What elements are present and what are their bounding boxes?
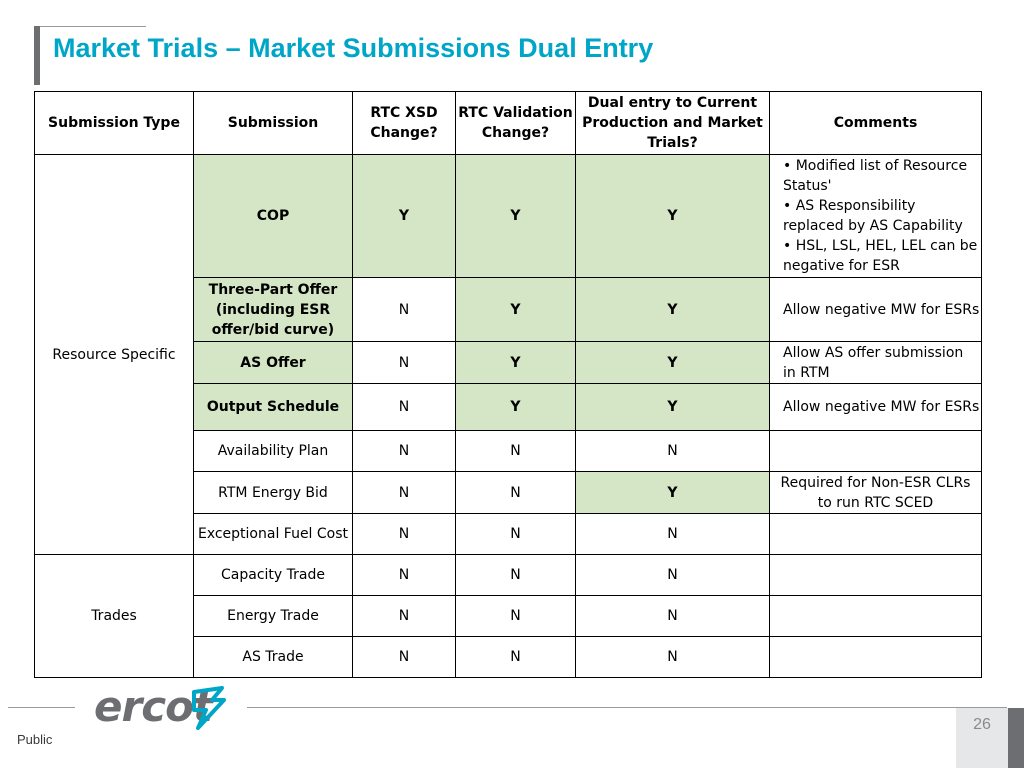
dual-entry-cell: N [576, 514, 770, 555]
comment-line: • HSL, LSL, HEL, LEL can be negative for ESR [783, 238, 978, 274]
validation-cell: Y [456, 278, 576, 342]
validation-cell: N [456, 431, 576, 472]
ercot-bolt-icon [190, 686, 226, 730]
title-rule [40, 26, 146, 27]
footer-rule-left [8, 707, 75, 708]
submission-cell: Energy Trade [194, 596, 353, 637]
xsd-cell: N [353, 514, 456, 555]
comments-cell: Allow AS offer submission in RTM [770, 342, 982, 384]
submission-cell: Output Schedule [194, 384, 353, 431]
header-dual-entry: Dual entry to Current Production and Market Trials? [576, 92, 770, 155]
submissions-table [34, 91, 982, 678]
xsd-cell: N [353, 431, 456, 472]
validation-cell: N [456, 514, 576, 555]
group-resource-specific: Resource Specific [35, 155, 194, 555]
submission-cell: AS Trade [194, 637, 353, 678]
page-number: 26 [973, 716, 991, 733]
slide-title: Market Trials – Market Submissions Dual Entry [53, 33, 654, 63]
dual-entry-cell: Y [576, 472, 770, 514]
validation-cell: Y [456, 342, 576, 384]
dual-entry-cell: N [576, 596, 770, 637]
classification-label: Public [17, 732, 53, 747]
dual-entry-cell: N [576, 637, 770, 678]
comments-cell [770, 514, 982, 555]
group-trades: Trades [35, 555, 194, 678]
comments-cell: Required for Non-ESR CLRs to run RTC SCED [770, 472, 982, 514]
validation-cell: N [456, 472, 576, 514]
submission-cell: Capacity Trade [194, 555, 353, 596]
title-accent-bar [34, 26, 40, 85]
xsd-cell: N [353, 596, 456, 637]
xsd-cell: N [353, 472, 456, 514]
comments-cell: Allow negative MW for ESRs [770, 278, 982, 342]
submission-cell: AS Offer [194, 342, 353, 384]
comment-line: • AS Responsibility replaced by AS Capability [783, 198, 963, 234]
submission-cell: Exceptional Fuel Cost [194, 514, 353, 555]
xsd-cell: N [353, 555, 456, 596]
header-xsd-change: RTC XSD Change? [353, 92, 456, 155]
comments-cell [770, 596, 982, 637]
validation-cell: Y [456, 384, 576, 431]
comments-cell [770, 155, 982, 278]
xsd-cell: N [353, 342, 456, 384]
validation-cell: N [456, 596, 576, 637]
comments-cell [770, 637, 982, 678]
dual-entry-cell: N [576, 431, 770, 472]
validation-cell: N [456, 637, 576, 678]
comments-cell: Allow negative MW for ESRs [770, 384, 982, 431]
dual-entry-cell: Y [576, 278, 770, 342]
header-row [35, 92, 982, 155]
submission-cell: Three-Part Offer (including ESR offer/bid curve) [194, 278, 353, 342]
dual-entry-cell: N [576, 555, 770, 596]
xsd-cell: N [353, 278, 456, 342]
header-comments: Comments [770, 92, 982, 155]
dual-entry-cell: Y [576, 342, 770, 384]
validation-cell: Y [456, 155, 576, 278]
page-number-edge [1008, 708, 1024, 768]
validation-cell: N [456, 555, 576, 596]
xsd-cell: N [353, 637, 456, 678]
header-submission: Submission [194, 92, 353, 155]
footer-rule-right [247, 707, 1007, 708]
comments-cell [770, 555, 982, 596]
comments-cell [770, 431, 982, 472]
submission-cell: Availability Plan [194, 431, 353, 472]
xsd-cell: N [353, 384, 456, 431]
xsd-cell: Y [353, 155, 456, 278]
table-row [35, 555, 982, 596]
dual-entry-cell: Y [576, 155, 770, 278]
header-validation-change: RTC Validation Change? [456, 92, 576, 155]
header-submission-type: Submission Type [35, 92, 194, 155]
table-row [35, 155, 982, 278]
ercot-logo: ercot [94, 682, 213, 731]
submission-cell: COP [194, 155, 353, 278]
comment-line: • Modified list of Resource Status' [783, 158, 968, 194]
dual-entry-cell: Y [576, 384, 770, 431]
submission-cell: RTM Energy Bid [194, 472, 353, 514]
